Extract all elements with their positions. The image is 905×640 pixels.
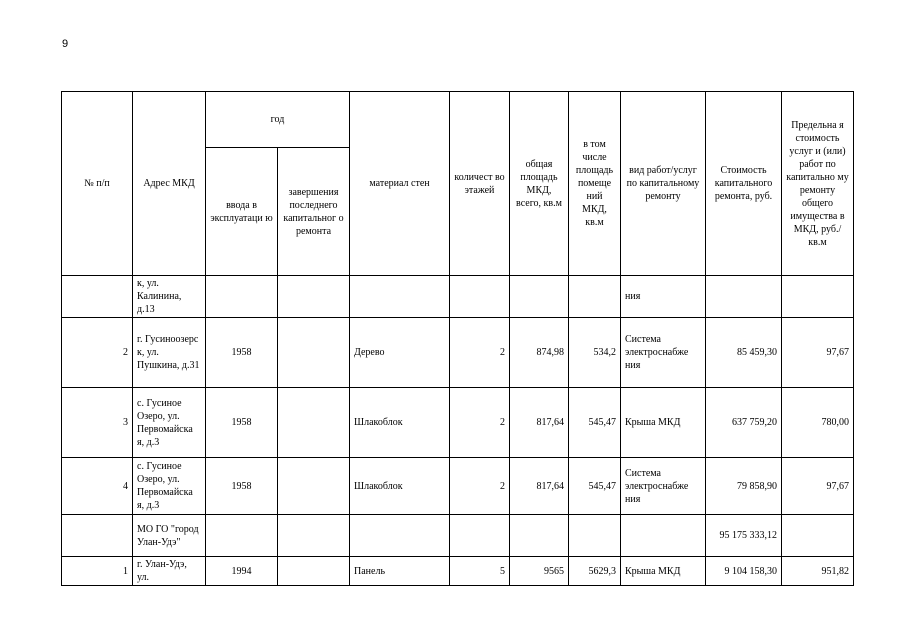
cell-total-area: 9565 (510, 557, 569, 586)
header-material: материал стен (350, 92, 450, 276)
cell-work-type: Крыша МКД (621, 557, 706, 586)
cell-material (350, 515, 450, 557)
cell-year-repair (278, 557, 350, 586)
cell-total-area (510, 515, 569, 557)
cell-cost: 85 459,30 (706, 318, 782, 388)
cell-year-repair (278, 318, 350, 388)
cell-address: с. Гусиное Озеро, ул. Первомайска я, д.3 (133, 388, 206, 458)
repair-program-table (61, 91, 854, 586)
cell-year-repair (278, 458, 350, 515)
cell-total-area: 817,64 (510, 388, 569, 458)
cell-year-commission: 1958 (206, 388, 278, 458)
cell-material (350, 276, 450, 318)
cell-total-area (510, 276, 569, 318)
cell-total-area: 874,98 (510, 318, 569, 388)
cell-premises-area: 545,47 (569, 388, 621, 458)
cell-premises-area: 5629,3 (569, 557, 621, 586)
header-year: год (206, 92, 350, 148)
cell-material: Шлакоблок (350, 458, 450, 515)
cell-cost: 637 759,20 (706, 388, 782, 458)
cell-address: с. Гусиное Озеро, ул. Первомайска я, д.3 (133, 458, 206, 515)
cell-year-repair (278, 388, 350, 458)
cell-num: 1 (62, 557, 133, 586)
cell-floors: 2 (450, 388, 510, 458)
cell-max-cost: 951,82 (782, 557, 854, 586)
cell-address: МО ГО "город Улан-Удэ" (133, 515, 206, 557)
cell-num (62, 276, 133, 318)
cell-num (62, 515, 133, 557)
header-floors: количест во этажей (450, 92, 510, 276)
cell-material: Шлакоблок (350, 388, 450, 458)
cell-year-commission: 1958 (206, 318, 278, 388)
cell-year-repair (278, 515, 350, 557)
header-year-commission: ввода в эксплуатаци ю (206, 148, 278, 276)
cell-num: 3 (62, 388, 133, 458)
header-cost: Стоимость капитального ремонта, руб. (706, 92, 782, 276)
cell-year-repair (278, 276, 350, 318)
header-work-type: вид работ/услуг по капитальному ремонту (621, 92, 706, 276)
cell-work-type: Система электроснабже ния (621, 318, 706, 388)
header-year-repair: завершения последнего капитальног о ремонта (278, 148, 350, 276)
header-num: № п/п (62, 92, 133, 276)
cell-work-type: ния (621, 276, 706, 318)
table-row (62, 458, 854, 515)
cell-max-cost (782, 515, 854, 557)
cell-max-cost: 780,00 (782, 388, 854, 458)
header-total-area: общая площадь МКД, всего, кв.м (510, 92, 569, 276)
table-row (62, 318, 854, 388)
cell-floors: 5 (450, 557, 510, 586)
cell-premises-area (569, 515, 621, 557)
page-number: 9 (62, 38, 69, 50)
cell-floors: 2 (450, 318, 510, 388)
cell-work-type (621, 515, 706, 557)
cell-total-area: 817,64 (510, 458, 569, 515)
cell-premises-area: 534,2 (569, 318, 621, 388)
header-premises-area: в том числе площадь помеще ний МКД, кв.м (569, 92, 621, 276)
cell-address: к, ул. Калинина, д.13 (133, 276, 206, 318)
cell-premises-area (569, 276, 621, 318)
cell-year-commission: 1958 (206, 458, 278, 515)
cell-premises-area: 545,47 (569, 458, 621, 515)
cell-cost: 95 175 333,12 (706, 515, 782, 557)
cell-work-type: Крыша МКД (621, 388, 706, 458)
cell-num: 2 (62, 318, 133, 388)
cell-work-type: Система электроснабже ния (621, 458, 706, 515)
cell-max-cost: 97,67 (782, 318, 854, 388)
cell-floors (450, 515, 510, 557)
cell-num: 4 (62, 458, 133, 515)
cell-year-commission: 1994 (206, 557, 278, 586)
cell-year-commission (206, 276, 278, 318)
table-row (62, 557, 854, 586)
cell-material: Дерево (350, 318, 450, 388)
table-row-municipality (62, 515, 854, 557)
cell-year-commission (206, 515, 278, 557)
cell-address: г. Гусиноозерс к, ул. Пушкина, д.31 (133, 318, 206, 388)
cell-max-cost (782, 276, 854, 318)
cell-floors: 2 (450, 458, 510, 515)
cell-cost: 79 858,90 (706, 458, 782, 515)
cell-cost: 9 104 158,30 (706, 557, 782, 586)
header-max-cost: Предельна я стоимость услуг и (или) работ по капитально му ремонту общего имущества в МКД, руб./кв.м (782, 92, 854, 276)
cell-floors (450, 276, 510, 318)
table-row (62, 388, 854, 458)
table-row (62, 276, 854, 318)
cell-max-cost: 97,67 (782, 458, 854, 515)
header-address: Адрес МКД (133, 92, 206, 276)
cell-cost (706, 276, 782, 318)
cell-material: Панель (350, 557, 450, 586)
cell-address: г. Улан-Удэ, ул. (133, 557, 206, 586)
